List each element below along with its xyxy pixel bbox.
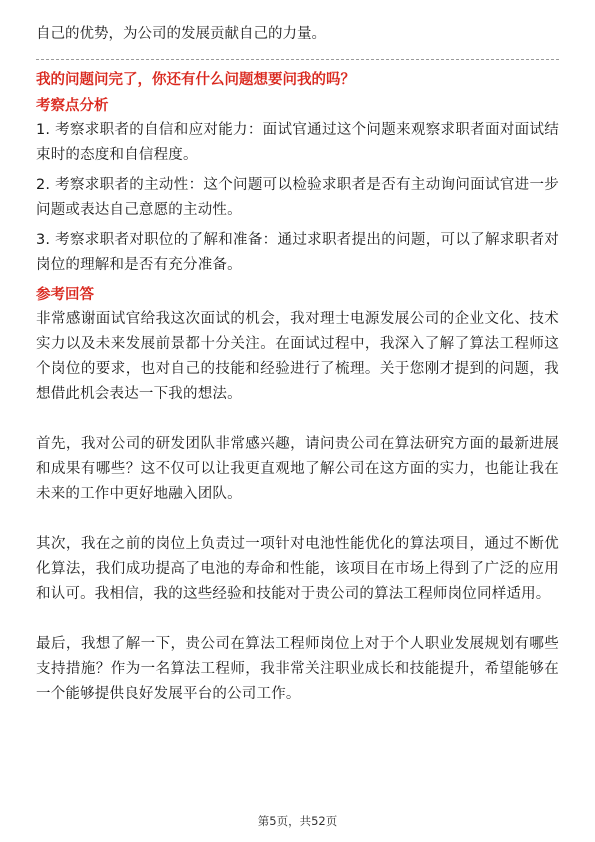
analysis-point: 3. 考察求职者对职位的了解和准备：通过求职者提出的问题，可以了解求职者对岗位的理解和是否有充分准备。 bbox=[36, 232, 559, 273]
reference-paragraph: 其次，我在之前的岗位上负责过一项针对电池性能优化的算法项目，通过不断优化算法，我们成功提高了电池的寿命和性能，该项目在市场上得到了广泛的应用和认可。我相信，我的这些经验和技能对于贵公司的算法工程师岗位同样适用。 bbox=[36, 536, 559, 602]
reference-title: 参考回答 bbox=[36, 287, 94, 303]
analysis-title: 考察点分析 bbox=[36, 98, 109, 114]
analysis-point: 1. 考察求职者的自信和应对能力：面试官通过这个问题来观察求职者面对面试结束时的态度和自信程度。 bbox=[36, 122, 559, 163]
reference-paragraph: 非常感谢面试官给我这次面试的机会，我对理士电源发展公司的企业文化、技术实力以及未来发展前景都十分关注。在面试过程中，我深入了解了算法工程师这个岗位的要求，也对自己的技能和经验进行了梳理。关于您刚才提到的问题，我想借此机会表达一下我的想法。 bbox=[36, 311, 559, 402]
reference-paragraph: 首先，我对公司的研发团队非常感兴趣，请问贵公司在算法研究方面的最新进展和成果有哪些？这不仅可以让我更直观地了解公司在这方面的实力，也能让我在未来的工作中更好地融入团队。 bbox=[36, 436, 559, 502]
question-divider bbox=[36, 59, 559, 60]
page-content bbox=[36, 68, 559, 732]
continuation-text: 自己的优势，为公司的发展贡献自己的力量。 bbox=[36, 26, 326, 42]
interview-question: 我的问题问完了，你还有什么问题想要问我的吗？ bbox=[36, 72, 355, 88]
analysis-point: 2. 考察求职者的主动性：这个问题可以检验求职者是否有主动询问面试官进一步问题或表达自己意愿的主动性。 bbox=[36, 177, 559, 218]
page-number: 第5页，共52页 bbox=[257, 814, 338, 828]
reference-paragraph: 最后，我想了解一下，贵公司在算法工程师岗位上对于个人职业发展规划有哪些支持措施？作为一名算法工程师，我非常关注职业成长和技能提升，希望能够在一个能够提供良好发展平台的公司工作。 bbox=[36, 636, 559, 702]
